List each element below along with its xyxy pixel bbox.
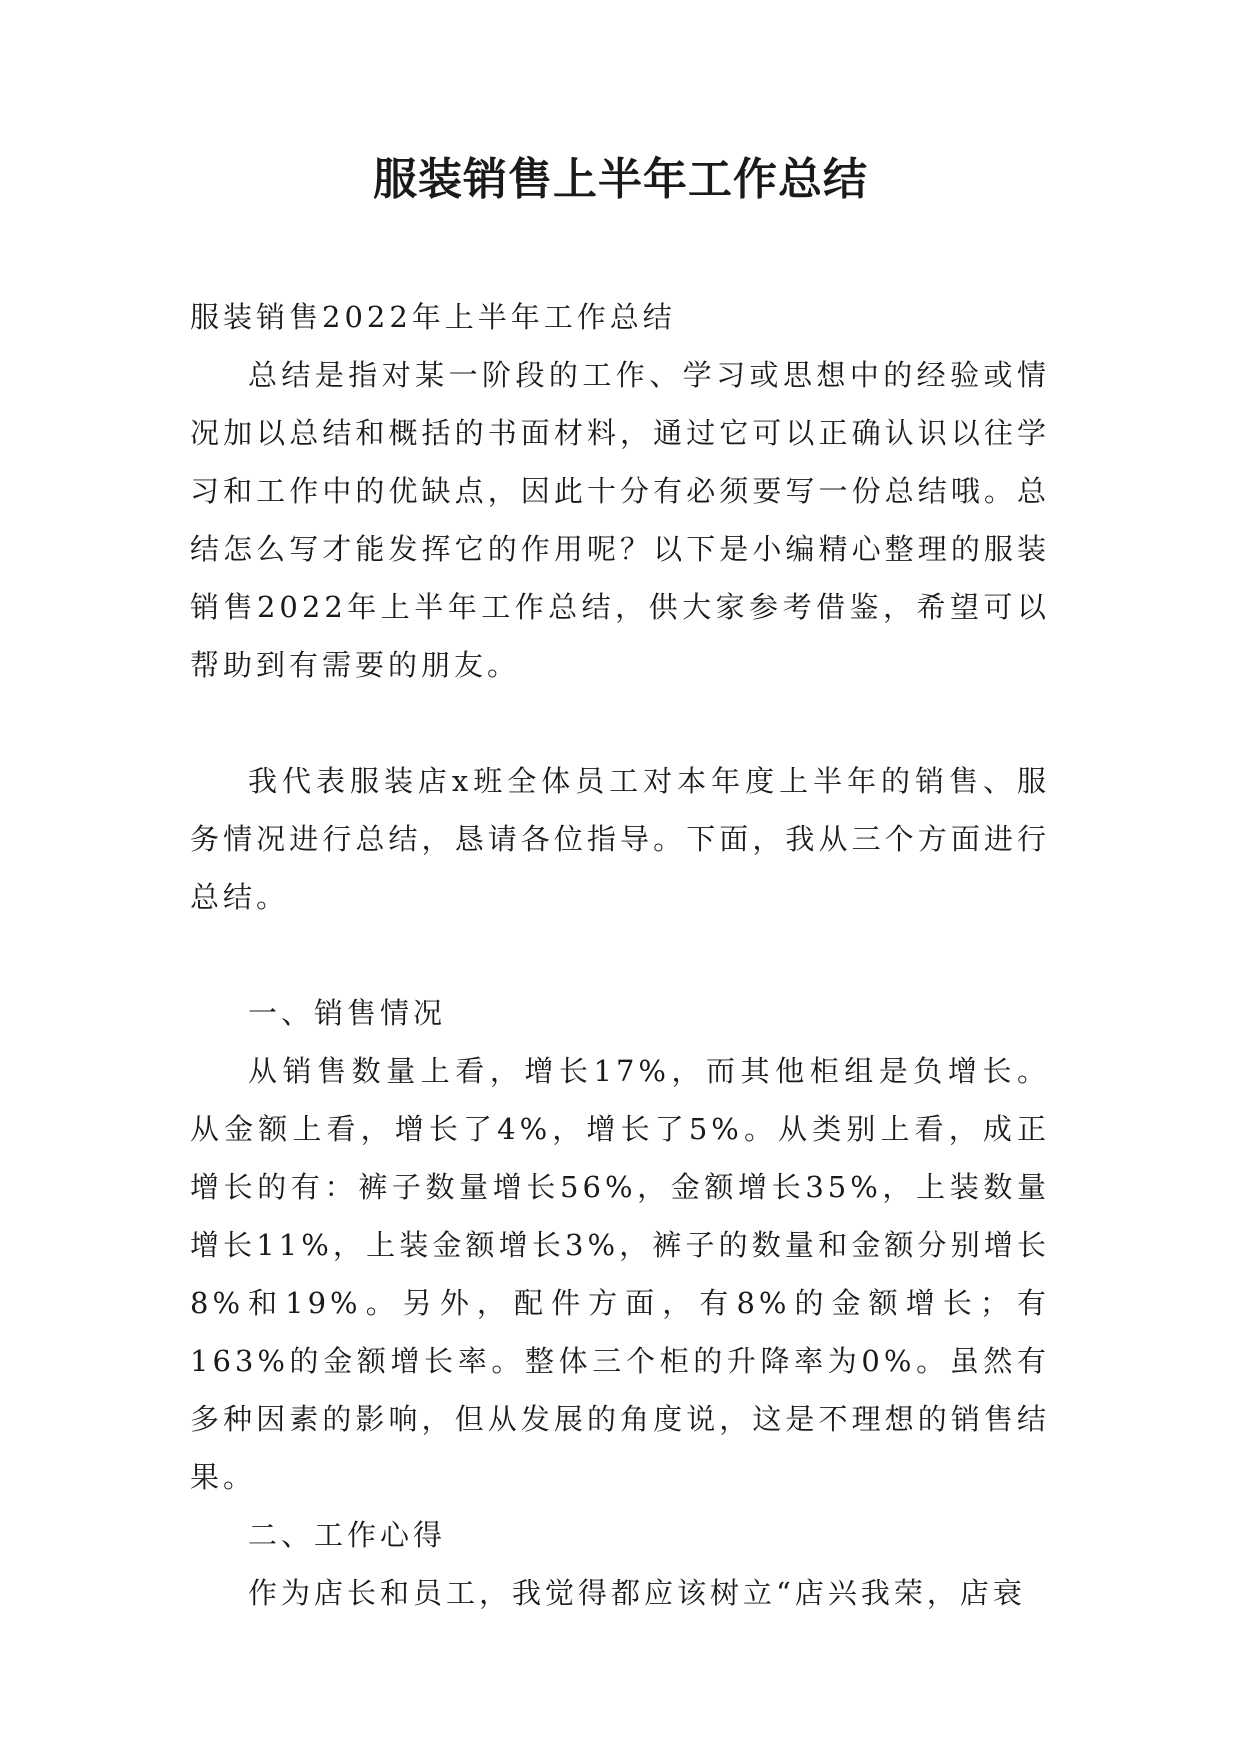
document-title: 服装销售上半年工作总结: [373, 154, 868, 205]
section-2-heading: 二、工作心得: [248, 1518, 447, 1552]
intro-paragraph: 总结是指对某一阶段的工作、学习或思想中的经验或情况加以总结和概括的书面材料，通过它可以正确认识以往学习和工作中的优缺点，因此十分有必须要写一份总结哦。总结怎么写才能发挥它的作用呢？以下是小编精心整理的服装销售2022年上半年工作总结，供大家参考借鉴，希望可以帮助到有需要的朋友。: [190, 358, 1050, 682]
section-1-paragraph: 从销售数量上看，增长17%，而其他柜组是负增长。从金额上看，增长了4%，增长了5%。从类别上看，成正增长的有：裤子数量增长56%，金额增长35%，上装数量增长11%，上装金额增长3%，裤子的数量和金额分别增长8%和19%。另外，配件方面，有8%的金额增长；有163%的金额增长率。整体三个柜的升降率为0%。虽然有多种因素的影响，但从发展的角度说，这是不理想的销售结果。: [190, 1054, 1050, 1494]
document-body: [190, 288, 1050, 1622]
paragraph-spacer: [190, 926, 1050, 984]
section-1-heading: 一、销售情况: [248, 996, 447, 1030]
section-2-paragraph: 作为店长和员工，我觉得都应该树立“店兴我荣，店衰: [248, 1576, 1026, 1610]
opening-paragraph: 我代表服装店x班全体员工对本年度上半年的销售、服务情况进行总结，恳请各位指导。下面，我从三个方面进行总结。: [190, 764, 1050, 914]
paragraph-spacer: [190, 694, 1050, 752]
document-subtitle: 服装销售2022年上半年工作总结: [190, 300, 676, 334]
